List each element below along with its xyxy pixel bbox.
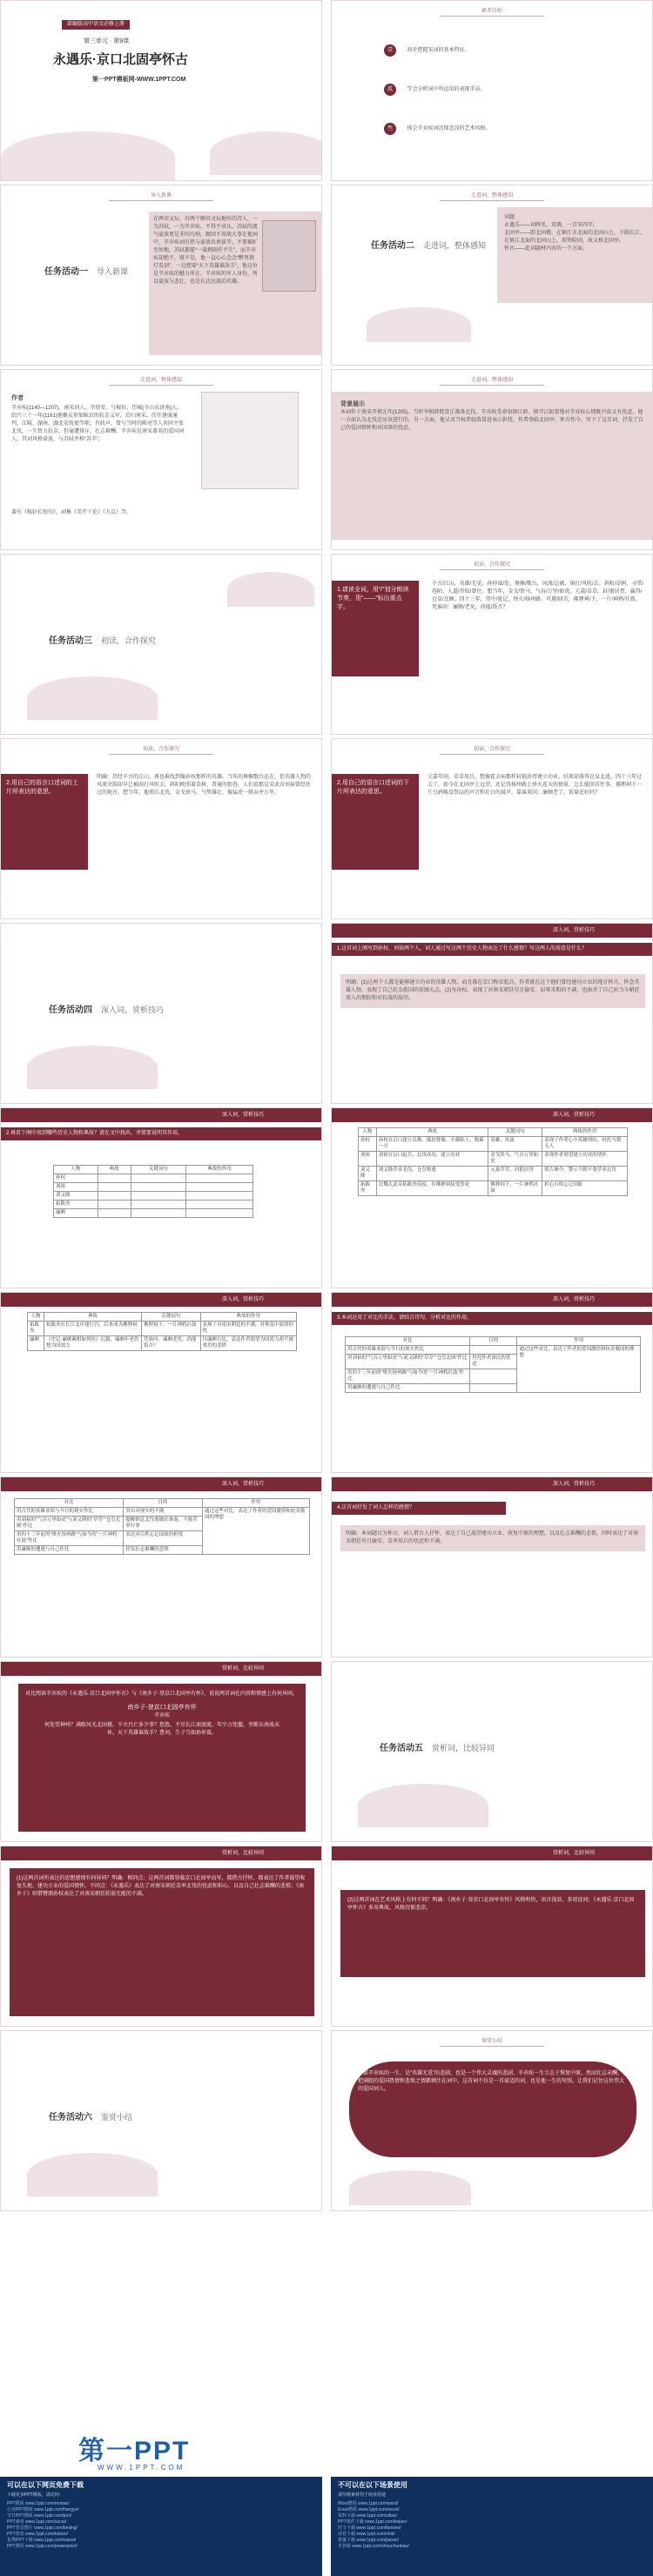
slide-header-bar [332,1108,652,1122]
footer-left [0,2477,322,2576]
cell: 衬托作者深沉的忧虑 [470,1355,517,1369]
footer-links [0,2498,322,2553]
compare-question: 对比阅读辛弃疾的《永遇乐·京口北固亭怀古》与《南乡子·登京口北固亭有怀》，说说两首词在内容和情感上有何异同。 [25,1692,298,1697]
cell: 刘义隆草率北伐，仓皇败逃 [376,1167,488,1181]
activity-number: 任务活动四 [49,1006,92,1015]
footer-link[interactable]: Excel教程 www.1ppt.com/excel/ [338,2507,400,2512]
cell: 用古代的英雄业绩与今日的现实作比 [15,1508,124,1517]
footer-right-title: 不可以在以下场景使用 [338,2481,407,2489]
lesson-title: 永遇乐·京口北固亭怀古 [53,52,188,67]
footer-link[interactable]: PPT背景图片 www.1ppt.com/beijing/ [7,2526,77,2531]
goal-item [384,40,469,57]
allusion-table [358,1127,628,1196]
text-panel [497,207,653,303]
slide-2-goals [331,0,653,181]
footer-link[interactable]: 优秀PPT下载 www.1ppt.com/xiazai/ [7,2538,77,2543]
slide-header: 素养目标 [332,6,652,17]
cell: 佛狸祠下，一片神鸦社鼓 [141,1322,200,1336]
cell: 担心百姓忘记国耻 [542,1181,628,1196]
col-header: 关键词句 [141,1313,200,1322]
cell: 用四十三年前的“烽火扬州路”与如今的“一片神鸦社鼓”作比 [346,1369,470,1384]
slide-header: 深入词，赏析技巧 [552,1482,595,1487]
footer-link[interactable]: 教案下载 www.1ppt.com/jiaoan/ [338,2538,400,2543]
activity-title [380,1740,495,1753]
cell: 表现作者渴望建立功业的情怀 [542,1152,628,1167]
cell: 元嘉草草，封狼居胥 [488,1167,542,1181]
footer-link[interactable]: 试卷下载 www.1ppt.com/shiti/ [338,2532,395,2537]
cell: 拓跋焘 [359,1181,377,1196]
footer-link[interactable]: Word教程 www.1ppt.com/word/ [338,2501,399,2506]
footer-left-title: 可以在以下网页免费下载 [7,2481,84,2489]
slide-21-compare-answer [0,1846,322,2027]
background-text: 本词作于南宋开禧元年(1205)。当时宰相韩侂胄正准备北伐。辛弃疾受命知镇江府。镇守江防要地对辛弃疾心情既兴奋又有忧虑。他一方面认为北伐是应该进行的，另一方面，他又对当权者轻敌冒进表示担忧。作者登临北固亭，怀古伤今，写下了这首词，抒发了自己的爱国情怀和对国事的忧虑。 [340,410,644,431]
cell [470,1346,517,1355]
activity-name: 走进词，整体感知 [423,241,487,250]
slide-header-bar [332,1293,652,1307]
poem-title: 南乡子·登京口北固亭有怀 [127,1705,197,1711]
activity-name: 赏析词，比较异同 [432,1744,495,1752]
col-header: 对比 [346,1337,470,1346]
footer-link[interactable]: 节日PPT模板 www.1ppt.com/jieri/ [7,2513,72,2519]
footer-link[interactable]: PPT教程 www.1ppt.com/powerpoint/ [7,2544,77,2549]
col-header: 典故的作用 [186,1166,253,1174]
background-title: 背景展示 [340,401,365,407]
col-header: 目的 [470,1337,517,1346]
activity-number: 任务活动六 [49,2113,92,2122]
cell: 表达对百姓忘记国耻的担忧 [124,1531,203,1546]
person-cell: 孙权 [54,1174,98,1183]
goal-text: 体会辛弃疾词沉郁悲凉的艺术风格。 [407,126,491,131]
table-row [28,1336,297,1351]
cell [470,1369,517,1384]
activity-title [371,238,486,251]
footer-right [331,2477,653,2576]
table-row [359,1152,628,1167]
slide-header: 走进词，整体感知 [332,375,652,386]
slide-9-upper [0,738,322,919]
summary-panel: 一部辛弃疾的一生，是“英雄无觅”的悲剧，也是一个伟大灵魂的悲剧。辛弃疾一生立志于恢复中原，然而壮志未酬，他把满腔的爱国热情和悲愤之情都倾注在词中，这首词不仅是一首豪迈的词，也是他一生的写照。让我们记住这位伟大的爱国词人。 [349,2061,636,2157]
question-box: 2.用自己的语言口述词的上片所表达的意思。 [1,774,88,870]
slide-header-bar [1,1108,321,1122]
contrast-table [345,1336,641,1393]
cell: 表现了作者心中英雄情结，衬托当朝无人 [542,1137,628,1152]
cell: 廉颇 [28,1336,44,1351]
answer-text: 明确：历经千古的江山，再也难找到像孙权那样的英雄。当年的舞榭歌台还在，但英雄人物的风流余韵却早已被雨打风吹去。斜阳映照着草树，普通的街巷，人们说那是宋武帝刘裕曾经住过的地方。想当年，他领兵北伐，金戈铁马，气势雄壮，像猛虎一般吞并万里。 [97,775,312,796]
col-header: 人物 [54,1166,98,1174]
slide-header-bar [332,1477,652,1491]
col-header: 作用 [202,1499,309,1508]
slide-3-intro [0,185,322,366]
mountain-art [367,307,471,342]
slide-18-emotion [331,1476,653,1658]
cell: 突出对现实的不满 [124,1508,203,1517]
footer-links [331,2498,653,2553]
cell [470,1384,517,1393]
table-row [54,1192,253,1201]
contrast-table [14,1498,310,1555]
cell: 以廉颇自比，表达作者渴望为国效力却不被重用的悲愤 [200,1336,296,1351]
question-box: 1.这首词上阕写到孙权、刘裕两个人，词人通过写这两个历史人物表达了什么感情？写这两人的用意是什么？ [332,943,653,956]
goal-number: 壹 [384,44,396,57]
line: 永遇乐——词牌名，双调，一百零四字。 [504,223,599,228]
brand-url[interactable]: WWW.1PPT.COM [98,2464,185,2472]
mountain-art [349,2170,471,2205]
person-cell: 刘义隆 [54,1192,98,1201]
slide-4-title-info [331,185,653,366]
slide-7-activity3 [0,554,322,735]
line: 北固亭——即北固楼，在镇江市北面的北固山上，下临长江，在镇江北面的北固山上，形势险固，故又称北固亭。 [504,231,646,244]
slide-header: 走进词，整体感知 [1,375,321,386]
slide-22-style [331,1846,653,2027]
intro-text: 在两宋文坛，有两个颇具文坛地位的诗人，一为苏轼，一为辛弃疾。不得不承认，苏轼的流气豪放更是非同凡响，跟回不用战大事在他词中，辛弃疾词有热与豪放出类拔萃。不要被旷至何地，苏轼都能“一蓑烟雨任平生”，而辛弃疾却绝不，既不是，他一直心心念念“醉里挑灯看剑”，一边想着“天下英雄谁敌手”，他这位是辛弃疾的魅力所在，辛弃疾的军人身份，所以豪放与悲壮，也是长达民族的英雄。 [153,217,259,285]
slide-17-contrast-filled [0,1476,322,1658]
mountain-art [27,2153,158,2196]
slide-header: 深入词，赏析技巧 [552,1113,595,1118]
footer-link[interactable]: 手抄报 www.1ppt.com/shouchaobao/ [338,2544,409,2549]
goal-text: 学会分析词中所运用的表现手法。 [407,87,486,92]
slide-header-bar [332,924,652,938]
table-row [15,1508,310,1517]
cell: 用古代的英雄业绩与今日的现实作比 [346,1346,470,1355]
answer-text: 明确：(1)这两个人都是能够建立功业的英雄人物，而且都在京口称帝起兵，作者就在这个他们曾经建功立业的地方怀古，怀念英雄人物，表现了自己抗金救国的宏图大志。(2)写孙权，表现了对南宋朝廷苟且偷安、屈辱求和的不满，也暗含了自己对当今朝廷用人的期盼和对抗战的渴望。 [340,974,645,1008]
table-row [359,1181,628,1196]
line: 词题 [504,215,515,220]
cell: 拓跋焘在长江北岸建行宫，后来成为佛狸祠 [44,1322,142,1336]
cell: 刘裕 [359,1152,377,1167]
allusion-table [27,1312,297,1351]
slide-header-bar [332,1846,652,1860]
activity-name: 初读，合作探究 [101,636,157,645]
mountain-art [27,1046,158,1089]
cell: 用廉颇的遭遇与自己作比 [15,1546,124,1555]
cell: 表现了对南宋朝廷的不满，对恢复中原的担忧 [200,1322,296,1336]
slide-13-table-empty [0,1107,322,1288]
footer-link[interactable]: 范文下载 www.1ppt.com/fanwen/ [338,2526,401,2531]
slide-header: 赏析词，比较异同 [552,1851,595,1856]
activity-title [49,633,156,646]
slide-header: 深入词，赏析技巧 [221,1113,264,1118]
cell: 金戈铁马，气吞万里如虎 [488,1152,542,1167]
slide-header: 赏析词，比较异同 [221,1666,264,1671]
col-header: 对比 [15,1499,124,1508]
site-label: 第一PPT模板网-WWW.1PPT.COM [92,77,186,83]
goal-item [384,118,490,135]
table-row [54,1174,253,1183]
col-header: 典故的作用 [200,1313,296,1322]
cell: 英雄、风流 [488,1137,542,1152]
table-row [359,1137,628,1152]
author-works: 著有《稼轩长短句》，词集《美芹十论》《九议》等。 [11,510,132,515]
answer-panel: (1)这两首词所表达的思想感情有何异同？明确：相同点：这两首词都登临京口北固亭而写，都借古抒怀，都表达了作者渴望收复失地、建功立业的爱国情怀。不同点：《永遇乐》表达了对南宋朝廷草率北伐的忧虑和担心，以及自己壮志难酬的悲愤；《南乡子》则借赞颂孙权表达了对南宋朝廷软弱无能的不满。 [10,1868,314,2016]
activity-name: 鉴赏小结 [101,2113,133,2122]
cell: 孙权 [359,1137,377,1152]
person-cell: 刘裕 [54,1183,98,1192]
slide-header: 初读，合作探究 [332,744,652,755]
slide-header: 初读，合作探究 [332,560,652,570]
table-row [54,1183,253,1192]
poem-text: 千古/江山，英雄/无觅，孙仲谋/处。舞榭/歌台，风流/总被，雨打/风吹/去。斜阳/草树，寻常/巷陌，人道/寄奴/曾住。想当年，金戈/铁马，气吞/万里/如虎。元嘉/草草，封/狼居胥，赢得/仓皇/北顾。四十三年，望中/犹记，烽火/扬州路。可堪/回首，佛狸祠/下，一片/神鸦/社鼓。凭谁问：廉颇/老矣，尚能/饭否？ [432,582,644,610]
activity-title [44,264,128,277]
footer-right-sub: 请勿将素材用于商业用途 [338,2492,387,2498]
slide-header: 鉴赏小结 [332,2036,652,2047]
slide-header-bar [1,1662,321,1676]
slide-header-bar [1,1293,321,1307]
cell: 提醒朝廷北伐要做好准备，不能草率行事 [124,1517,203,1531]
col-header: 典故 [376,1128,488,1137]
question-box: 4.这首词抒发了词人怎样的感情？ [332,1502,506,1515]
slide-15-table-cont [0,1292,322,1473]
unit-label: 第三单元 · 第9课 [84,38,130,44]
slide-header: 深入词，赏析技巧 [221,1297,264,1302]
slide-header-bar [1,1846,321,1860]
cell: 刘义隆 [359,1167,377,1181]
activity-name: 导入新课 [97,267,129,276]
warrior-image [201,392,299,489]
poem-author: 辛弃疾 [153,1713,170,1718]
brand-logo: 第一PPT [78,2437,191,2465]
col-header: 典故 [44,1313,142,1322]
table-row [346,1346,641,1355]
slide-header-bar [1,1477,321,1491]
author-label: 作者 [11,395,24,401]
cell: 北魏太武帝拓跋焘南侵，在佛狸祠接受祭祀 [376,1181,488,1196]
slide-1-title [0,0,322,181]
col-header: 作用 [517,1337,641,1346]
person-cell: 拓跋焘 [54,1201,98,1209]
slide-header: 深入词，赏析技巧 [552,928,595,933]
slide-14-table-filled [331,1107,653,1288]
mountain-art [210,131,322,175]
cell: 佛狸祠下，一片神鸦社鼓 [488,1181,542,1196]
allusion-table [53,1165,253,1218]
cell: 抒发壮志难酬的悲愤 [124,1546,203,1555]
slide-header: 深入词，赏析技巧 [221,1482,264,1487]
footer-link[interactable]: PPT课件下载 www.1ppt.com/kejian/ [338,2519,407,2525]
cell: 孙权在京口建立吴都，抵抗曹操，开疆拓土，称霸一方 [376,1137,488,1152]
answer-panel: (2)这两首词在艺术风格上有何不同？明确：《南乡子·登京口北固亭有怀》风格明快，语言浅显，多用设问；《永遇乐·京口北固亭怀古》多用典故，风格沉郁悲凉。 [340,1890,645,1977]
cell: 用四十三年前的“烽火扬州路”与如今的“一片神鸦社鼓”作比 [15,1531,124,1546]
slide-24-summary [331,2030,653,2211]
activity-number: 任务活动五 [380,1744,423,1753]
portrait-image [262,220,316,292]
activity-title [49,1002,164,1015]
line: 怀古——此词题材内容的一个方面。 [504,246,589,252]
activity-number: 任务活动二 [371,241,414,251]
footer-link[interactable]: 行业PPT模板 www.1ppt.com/hangye/ [7,2507,79,2512]
slide-header: 赏析词，比较异同 [221,1851,264,1856]
goal-number: 叁 [384,123,396,135]
col-header: 人物 [28,1313,44,1322]
cell: 用刘裕的“气吞万里如虎”与刘义隆的“草草”“仓皇北顾”作比 [15,1517,124,1531]
slide-header: 深入词，赏析技巧 [552,1297,595,1302]
slide-header: 走进词，整体感知 [332,191,652,201]
col-header: 目的 [124,1499,203,1508]
col-header: 人物 [359,1128,377,1137]
mountain-art [27,676,158,720]
goal-item [384,79,485,96]
footer-left-sub: 下载更多PPT模板，请访问： [7,2492,64,2498]
poem-body: 何处望神州？满眼风光北固楼。千古兴亡多少事？悠悠。不尽长江滚滚流。年少万兜鍪，坐断东南战未休。天下英雄谁敌手？曹刘。生子当如孙仲谋。 [44,1723,279,1736]
goal-text: 初步把握宋词的基本特征。 [407,48,470,53]
activity-number: 任务活动一 [44,267,88,277]
cell: 用廉颇的遭遇与自己作比 [346,1384,470,1393]
footer-link[interactable]: PPT素材 www.1ppt.com/sucai/ [7,2519,67,2525]
question-box: 2.用自己的语言口述词的下片所表达的意思。 [332,774,419,870]
cell: 凭谁问：廉颇老矣，尚能饭否？ [141,1336,200,1351]
activity-number: 任务活动三 [49,636,92,646]
slide-11-activity4 [0,923,322,1104]
question-box: 1.请读全词，用“/”划分朗读节奏，用“——”标出重点字。 [332,581,419,676]
slide-12-characters [331,923,653,1104]
slide-19-compare [0,1661,322,1842]
col-header: 关键词句 [488,1128,542,1137]
col-header: 典故 [98,1166,131,1174]
compare-panel [18,1684,306,1832]
cell: 借古讽今，警示当朝不要草率北伐 [542,1167,628,1181]
cell: 刘裕在京口起兵，北伐成功，建立功业 [376,1152,488,1167]
question-box: 3.本词运用了对比的手法，请结合诗句，分析对比的作用。 [332,1312,653,1325]
slide-8-reading [331,554,653,735]
slide-6-background [331,369,653,550]
cell: 用刘裕的“气吞万里如虎”与刘义隆的“草草”“仓皇北顾”作比 [346,1355,470,1369]
cell: 《史记·廉颇蔺相如列传》记载，廉颇年老仍想为国效力 [44,1336,142,1351]
slide-10-lower [331,738,653,919]
table-row [54,1209,253,1218]
answer-text: 明确：本词题目为怀古，词人借古人抒怀，表达了自己渴望建功立业、收复中原的理想，以及壮志难酬的悲愤，同时表达了对南宋朝廷苟且偷安、草率用兵的忧虑和不满。 [340,1525,645,1551]
cell: 拓跋焘 [28,1322,44,1336]
table-row [28,1322,297,1336]
text-panel [332,392,653,540]
slide-20-activity5 [331,1661,653,1842]
slide-23-activity6 [0,2030,322,2211]
slide-header: 初读，合作探究 [1,744,321,755]
cell: 通过这些对比，表达了作者的爱国激情和抗金救国的理想 [202,1508,309,1555]
cell: 通过这些对比，表达了作者的爱国激情和抗金救国的理想 [517,1346,641,1393]
footer-link[interactable]: PPT图表 www.1ppt.com/tubiao/ [7,2532,69,2537]
slide-5-author [0,369,322,550]
table-row [359,1167,628,1181]
slide-16-contrast [331,1292,653,1473]
question-box: 2.再看下阕中用到哪些历史人物和典故？请在文中找出，并简要说明其作用。 [1,1127,322,1140]
mountain-art [227,572,314,607]
table-row [54,1201,253,1209]
footer-link[interactable]: 资料下载 www.1ppt.com/ziliao/ [338,2513,398,2519]
slide-header: 导入新课 [1,191,321,201]
activity-title [49,2109,132,2122]
mountain-art [1,131,175,181]
author-bio: 辛弃疾(1140—1207)，南宋词人，字幼安，号稼轩，历城(今山东济南)人。绍兴三十一年(1161)他聚众参加耿京的抗金义军，后归南宋。历任建康通判，江陵、湖南、湖北安抚使等职，有政声。曾与当时的陈亮等人共同主张北伐，一生致力抗金，但屡遭排斥，壮志难酬。辛弃疾是南宋著名的爱国词人，其词风格豪放，与苏轼并称“苏辛”。 [11,406,185,442]
col-header: 关键词句 [131,1166,186,1174]
answer-text: 元嘉年间，草草用兵，想像霍去病那样封狼居胥建立功业，结果却落得仓皇北逃。四十三年过去了，如今在北固亭上远望，还记得扬州路上烽火连天的情景。怎么能回首往事，佛狸祠下一片乌鸦啄食祭品的声音和社日的鼓声。靠谁来问：廉颇老了，饭量还好吗？ [427,775,643,796]
mountain-art [358,1784,488,1827]
goal-number: 贰 [384,84,396,96]
footer-link[interactable]: PPT模板 www.1ppt.com/moban/ [7,2501,70,2506]
col-header: 典故的作用 [542,1128,628,1137]
course-tag: 部编版高中语文必修上册 [62,20,130,30]
activity-name: 深入词，赏析技巧 [101,1006,165,1014]
person-cell: 廉颇 [54,1209,98,1218]
